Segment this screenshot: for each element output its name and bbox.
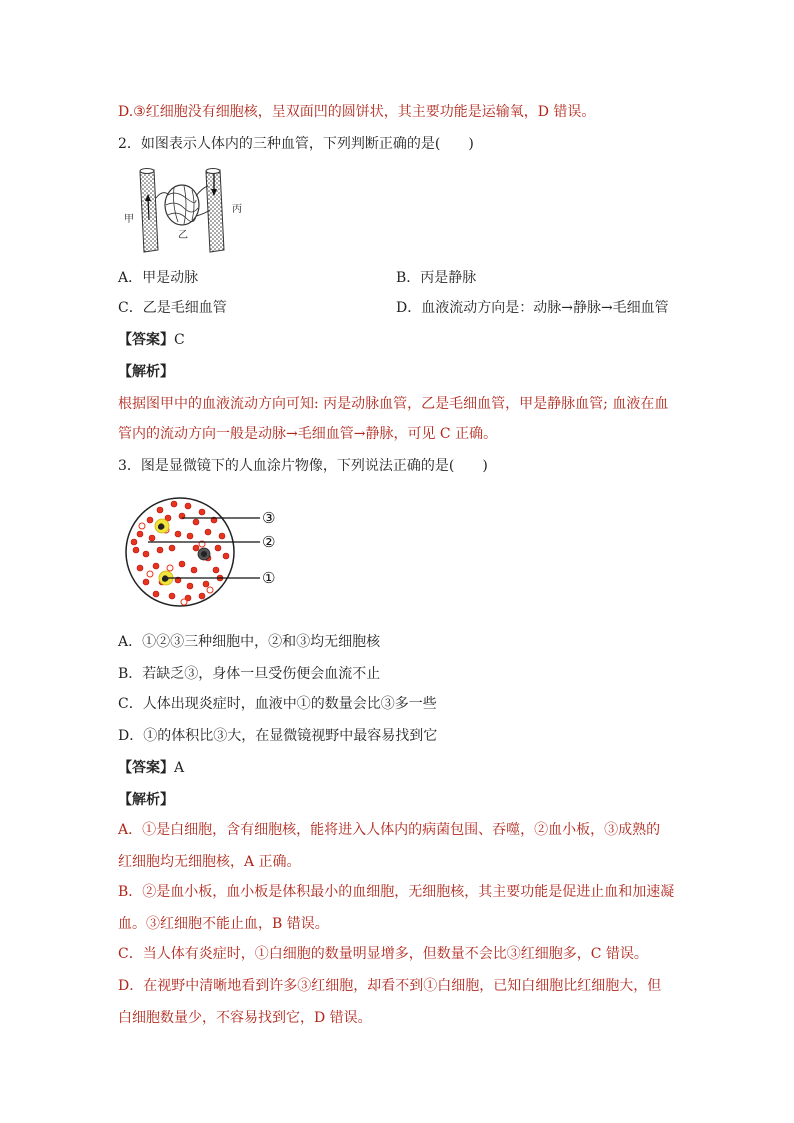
q3-answer-value: A [174,760,185,776]
q3-option-b: B．若缺乏③，身体一旦受伤便会血流不止 [118,666,381,682]
q2-stem: 2．如图表示人体内的三种血管，下列判断正确的是( ) [118,136,474,152]
q3-option-c: C．人体出现炎症时，血液中①的数量会比③多一些 [118,696,437,712]
label-two: ② [262,533,276,551]
q2-analysis-line-2: 管内的流动方向一般是动脉→毛细血管→静脉，可见 C 正确。 [118,426,498,442]
label-jia: 甲 [124,214,134,225]
q3-analysis-line: C．当人体有炎症时，①白细胞的数量明显增多，但数量不会比③红细胞多，C 错误。 [118,946,648,962]
q3-answer [118,758,184,778]
label-bing: 丙 [232,204,242,215]
q3-analysis-line: 白细胞数量少，不容易找到它，D 错误。 [118,1010,372,1026]
q3-option-a: A．①②③三种细胞中，②和③均无细胞核 [118,634,381,650]
label-one: ① [262,569,276,587]
q3-analysis-line: D．在视野中清晰地看到许多③红细胞，却看不到①白细胞，已知白细胞比红细胞大，但 [118,978,662,994]
q3-analysis-line: A．①是白细胞，含有细胞核，能将进入人体内的病菌包围、吞噬，②血小板，③成熟的 [118,822,661,838]
q3-analysis-line: 红细胞均无细胞核，A 正确。 [118,854,301,870]
q3-analysis-line: B．②是血小板，血小板是体积最小的血细胞，无细胞核，其主要功能是促进止血和加速凝 [118,884,675,900]
q2-option-d: D．血液流动方向是：动脉→静脉→毛细血管 [396,300,669,316]
q2-answer-value: C [174,332,185,348]
label-three: ③ [262,509,276,527]
q3-analysis-line: 血。③红细胞不能止血，B 错误。 [118,916,329,932]
label-yi: 乙 [178,230,188,241]
q2-answer-label: 【答案】 [118,332,174,348]
q3-analysis-label: 【解析】 [118,792,174,808]
q1-option-d-explanation: D.③红细胞没有细胞核，呈双面凹的圆饼状，其主要功能是运输氧，D 错误。 [118,104,596,120]
q2-answer [118,330,185,350]
white-blood-cell-top [155,519,169,533]
q2-blood-vessel-figure [118,160,258,260]
q2-option-a: A．甲是动脉 [118,270,199,286]
q2-analysis-label: 【解析】 [118,364,174,380]
dark-cell-center [198,548,210,560]
q3-blood-smear-figure [122,490,292,615]
q2-option-b: B．丙是静脉 [396,270,477,286]
q3-stem: 3．图是显微镜下的人血涂片物像，下列说法正确的是( ) [118,458,488,474]
q3-option-d: D．①的体积比③大，在显微镜视野中最容易找到它 [118,728,438,744]
q2-option-c: C．乙是毛细血管 [118,300,227,316]
q3-answer-label: 【答案】 [118,760,174,776]
q2-analysis-line-1: 根据图甲中的血液流动方向可知: 丙是动脉血管，乙是毛细血管，甲是静脉血管; 血液在血 [118,396,669,412]
